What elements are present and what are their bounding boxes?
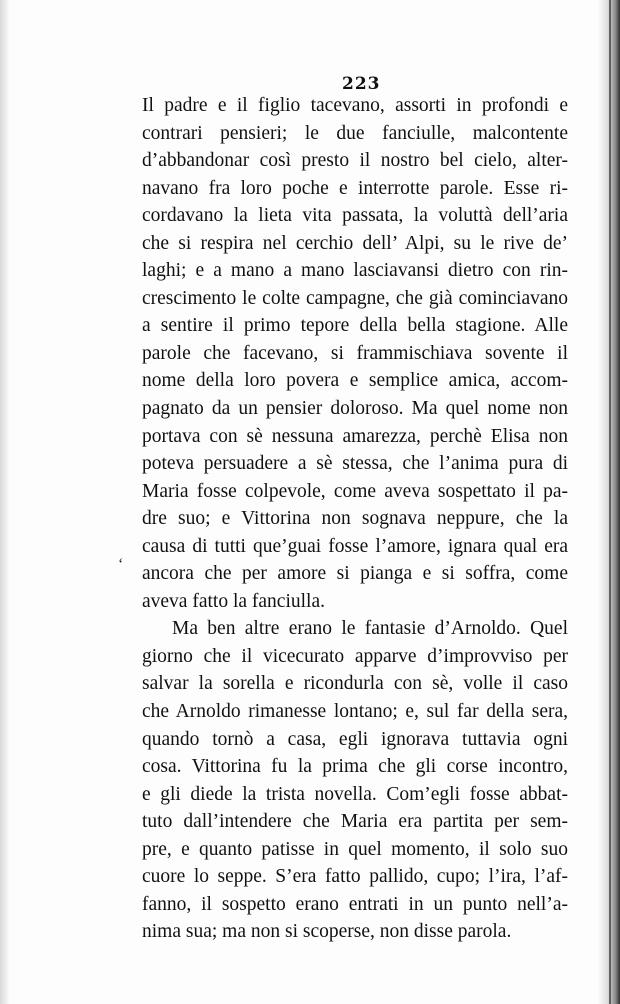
text-line-31: nima sua; ma non si scoperse, non disse parola. <box>142 921 512 943</box>
text-line-25: cosa. Vittorina fu la prima che gli corse incontro, <box>142 756 568 778</box>
text-line-17: causa di tutti que’guai fosse l’amore, ignara qual era <box>142 535 568 557</box>
text-line-3: d’abbandonar così presto il nostro bel cielo, alter- <box>142 150 568 172</box>
text-line-2: contrari pensieri; le due fanciulle, malcontente <box>142 122 568 144</box>
page-body-text <box>142 92 568 946</box>
text-line-16: dre suo; e Vittorina non sognava neppure, che la <box>142 508 568 530</box>
text-line-29: cuore lo seppe. S’era fatto pallido, cupo; l’ira, l’af- <box>142 866 568 888</box>
text-line-22: salvar la sorella e ricondurla con sè, volle il caso <box>142 673 568 695</box>
text-line-21: giorno che il vicecurato apparve d’improvviso per <box>142 645 568 667</box>
page-number: 223 <box>342 74 381 94</box>
text-line-1: Il padre e il figlio tacevano, assorti in profondi e <box>142 95 568 116</box>
text-line-19: aveva fatto la fanciulla. <box>142 590 325 612</box>
text-line-12: pagnato da un pensier doloroso. Ma quel nome non <box>142 398 568 420</box>
text-line-8: crescimento le colte campagne, che già cominciavano <box>142 287 568 309</box>
text-line-11: nome della loro povera e semplice amica, accom- <box>142 370 568 392</box>
text-line-18: ancora che per amore si pianga e si soffra, come <box>142 563 568 585</box>
text-line-5: cordavano la lieta vita passata, la voluttà dell’aria <box>142 205 568 227</box>
text-line-6: che si respira nel cerchio dell’ Alpi, su le rive de’ <box>142 232 568 254</box>
margin-mark: ʻ <box>118 556 124 573</box>
text-line-28: pre, e quanto patisse in quel momento, il solo suo <box>142 838 568 860</box>
text-line-24: quando tornò a casa, egli ignorava tuttavia ogni <box>142 728 568 750</box>
text-line-9: a sentire il primo tepore della bella stagione. Alle <box>142 315 568 337</box>
text-line-20: Ma ben altre erano le fantasie d’Arnoldo. Quel <box>172 618 568 640</box>
text-line-30: fanno, il sospetto erano entrati in un punto nell’a- <box>142 893 568 915</box>
page-left-edge <box>0 0 10 1004</box>
text-line-26: e gli diede la trista novella. Com’egli fosse abbat- <box>142 783 568 805</box>
text-line-13: portava con sè nessuna amarezza, perchè Elisa non <box>142 425 568 447</box>
text-line-4: navano fra loro poche e interrotte parole. Esse ri- <box>142 177 568 199</box>
text-line-23: che Arnoldo rimanesse lontano; e, sul far della sera, <box>142 701 568 723</box>
text-line-10: parole che facevano, si frammischiava sovente il <box>142 342 568 364</box>
text-line-14: poteva persuadere a sè stessa, che l’anima pura di <box>142 453 568 475</box>
text-line-7: laghi; e a mano a mano lasciavansi dietro con rin- <box>142 260 568 282</box>
binding-line <box>609 0 611 1004</box>
text-line-27: tuto dall’intendere che Maria era partita per sem- <box>142 811 568 833</box>
text-line-15: Maria fosse colpevole, come aveva sospettato il pa- <box>142 480 568 502</box>
